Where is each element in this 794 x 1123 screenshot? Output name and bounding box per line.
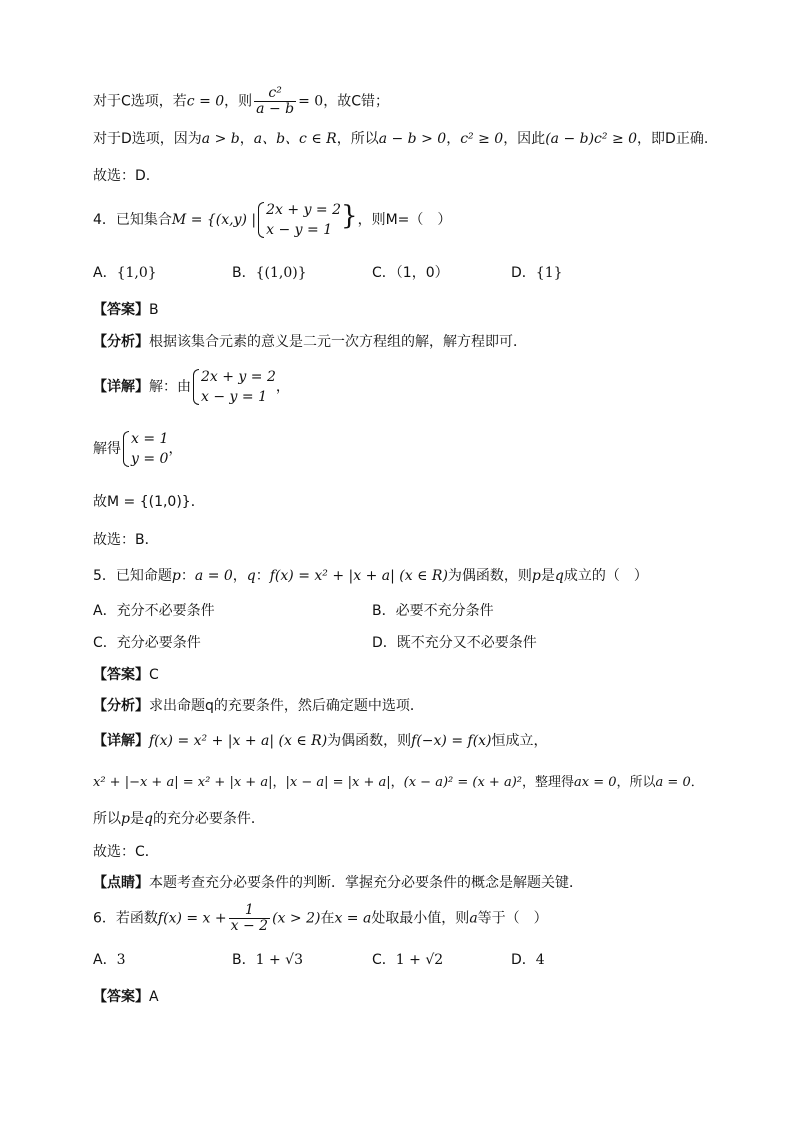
q4-option-a: A．{1,0} bbox=[93, 265, 157, 281]
question-4-stem: 4．已知集合M = {(x,y) | 2x + y = 2 x − y = 1 }，则M=（ ） bbox=[93, 201, 452, 238]
question-5-stem: 5．已知命题p：a = 0，q：f(x) = x² + |x + a| (x ∈ R)为偶函数，则p是q成立的（ ） bbox=[93, 568, 648, 584]
equation-system: 2x + y = 2 x − y = 1 bbox=[256, 200, 341, 240]
q4-option-d: D．{1} bbox=[511, 265, 563, 281]
q6-option-a: A．3 bbox=[93, 952, 126, 968]
q4-conclusion: 故M = {(1,0)}． bbox=[93, 494, 205, 510]
q4-answer: 【答案】B bbox=[93, 302, 159, 318]
question-6-stem: 6．若函数f(x) = x + $\frac{1}{x - 2}$ (x > 2)在x = a处取最小值，则a等于（ ） bbox=[93, 902, 548, 934]
q5-derivation: x² + |−x + a| = x² + |x + a|，|x − a| = |x + a|，(x − a)² = (x + a)²，整理得ax = 0，所以a = 0． bbox=[93, 775, 704, 790]
q4-solution: 解得 x = 1 y = 0 ， bbox=[93, 431, 183, 467]
q4-option-c: C．（1，0） bbox=[372, 265, 449, 281]
q4-analysis: 【分析】根据该集合元素的意义是二元一次方程组的解，解方程即可． bbox=[93, 334, 527, 350]
q6-option-d: D．4 bbox=[511, 952, 545, 968]
q4-detail: 【详解】解：由 2x + y = 2 x − y = 1 ， bbox=[93, 369, 290, 405]
q5-choice: 故选：C． bbox=[93, 844, 159, 860]
q4-option-b: B．{(1,0)} bbox=[232, 265, 307, 281]
q6-option-b: B．1 + √3 bbox=[232, 952, 303, 968]
q5-answer: 【答案】C bbox=[93, 667, 159, 683]
q6-answer: 【答案】A bbox=[93, 989, 159, 1005]
fraction: $\frac{1}{x - 2}$ bbox=[230, 902, 269, 934]
q5-option-c: C．充分必要条件 bbox=[93, 635, 201, 651]
choice-line: 故选：D. bbox=[93, 168, 151, 184]
q5-option-d: D．既不充分又不必要条件 bbox=[372, 635, 537, 651]
fraction: $\frac{\text{c²}}{a - b}$ bbox=[256, 85, 295, 117]
q5-conclusion: 所以p是q的充分必要条件． bbox=[93, 811, 265, 827]
q6-option-c: C．1 + √2 bbox=[372, 952, 444, 968]
q5-analysis: 【分析】求出命题q的充要条件，然后确定题中选项． bbox=[93, 698, 424, 714]
q5-detail: 【详解】f(x) = x² + |x + a| (x ∈ R)为偶函数，则f(−x) = f(x)恒成立， bbox=[93, 733, 548, 749]
equation-system: 2x + y = 2 x − y = 1 bbox=[191, 367, 276, 407]
solution-system: x = 1 y = 0 bbox=[121, 429, 168, 469]
q5-remark: 【点睛】本题考查充分必要条件的判断．掌握充分必要条件的概念是解题关键． bbox=[93, 875, 583, 891]
q5-option-a: A．充分不必要条件 bbox=[93, 603, 215, 619]
q5-option-b: B．必要不充分条件 bbox=[372, 603, 494, 619]
option-d-analysis: 对于D选项，因为a > b，a、b、c ∈ R，所以a − b > 0，c² ≥ 0，因此(a − b)c² ≥ 0，即D正确. bbox=[93, 131, 709, 147]
q4-choice: 故选：B． bbox=[93, 532, 159, 548]
option-c-analysis: 对于C选项，若c = 0，则 $\frac{\text{c²}}{a - b}$ = 0，故C错； bbox=[93, 85, 389, 117]
